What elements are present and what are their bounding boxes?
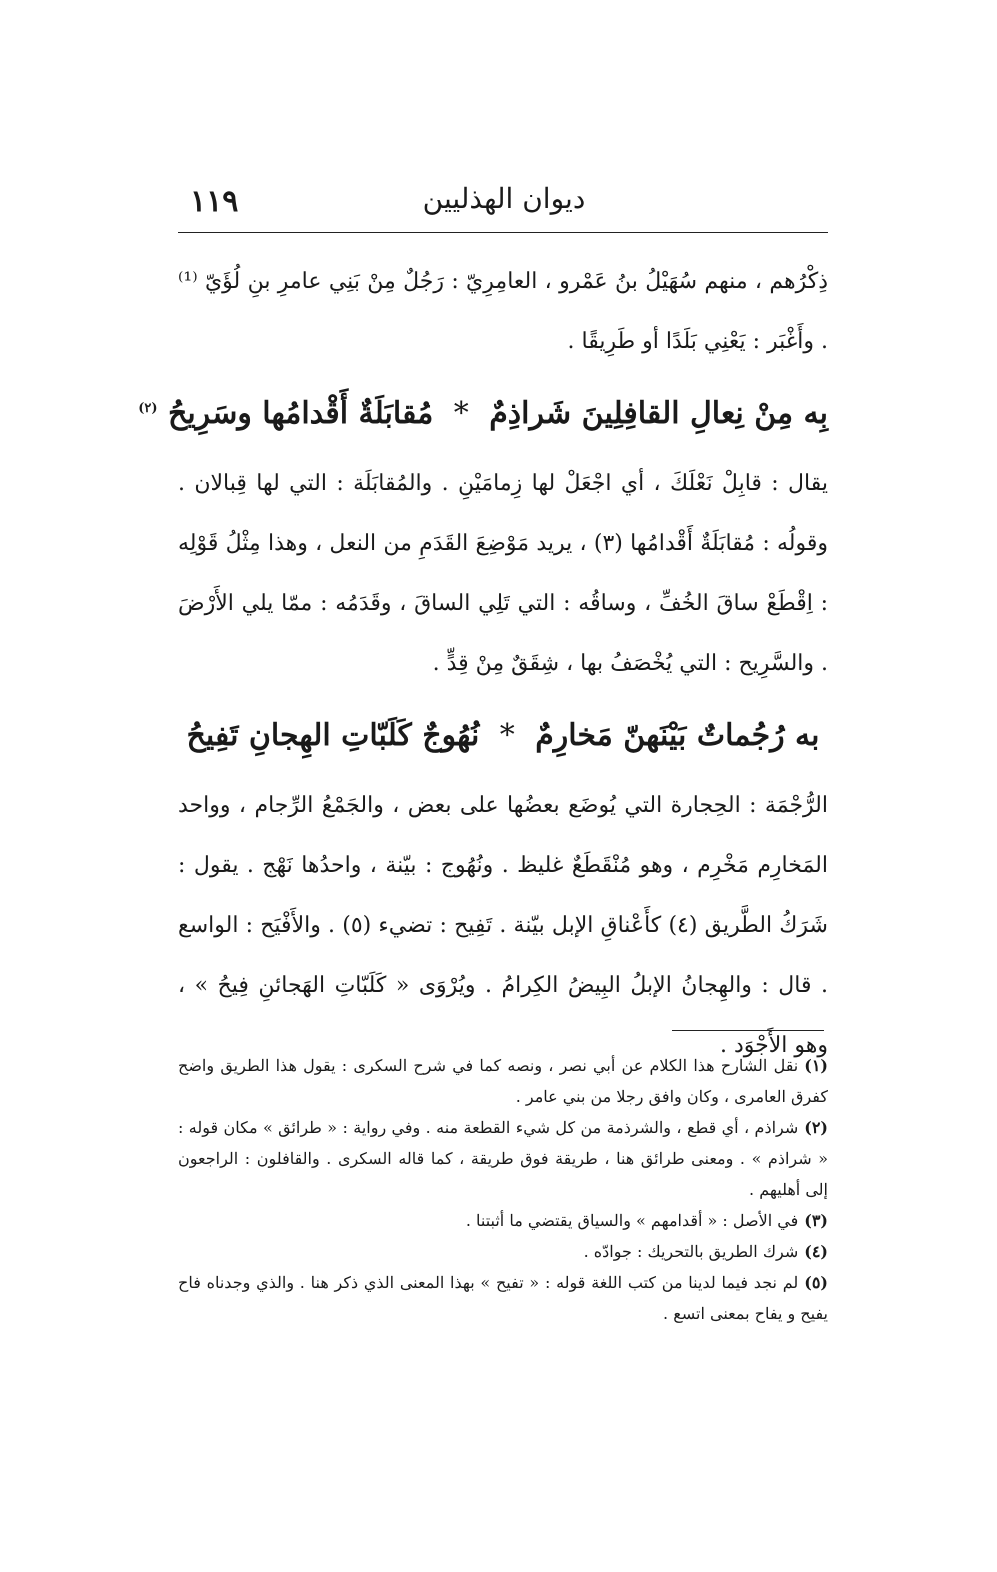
footnote-4-text: شرك الطريق بالتحريك : جوادّه .	[583, 1242, 799, 1261]
verse-2	[178, 700, 828, 772]
footnote-5-number: (٥)	[804, 1273, 828, 1292]
footnote-2	[178, 1112, 828, 1205]
running-header	[180, 180, 828, 230]
footnote-3-text: في الأصل : « أقدامهم » والسياق يقتضي ما أثبتنا .	[465, 1211, 799, 1230]
verse-2-hemistich-2: نُهُوجٌ كَلَبّاتِ الهِجانِ تَفِيحُ	[186, 718, 480, 753]
footnote-4-number: (٤)	[804, 1242, 828, 1261]
footnote-1-number: (١)	[804, 1056, 828, 1075]
footnote-2-text: شراذم ، أي قطع ، والشرذمة من كل شيء القطعة منه . وفي رواية : « طرائق » مكان قوله : « شراذم » . ومعنى طرائق هنا ، طريقة فوق طريقة ، كما قاله السكرى . والقافلون : الراجعون إلى أهليهم .	[178, 1118, 828, 1199]
verse-2-hemistich-1: به رُجُماتٌ بَيْنَهنّ مَخارِمٌ	[535, 718, 820, 753]
footnote-3-number: (٣)	[804, 1211, 828, 1230]
footnote-5	[178, 1267, 828, 1329]
commentary-paragraph-3: الرُّجْمَة : الحِجارة التي يُوضَع بعضُها على بعض ، والجَمْعُ الرِّجام ، وواحد المَخارِم مَخْرِم ، وهو مُنْقَطَعٌ غليظ . ونُهُوج : بيّنة ، واحدُها نَهْج . يقول : شَرَكُ الطَّريق (٤) كأَعْناقِ الإبل بيّنة . تَفِيح : تضيء (٥) . والأَفْيَح : الواسع . قال : والهِجانُ الإبلُ البِيضُ الكِرامُ . ويُرْوَى « كَلَبّاتِ الهَجائنِ فِيحُ » ، وهو الأَجْوَد .	[178, 793, 828, 1058]
footnote-4	[178, 1236, 828, 1267]
body-text	[138, 252, 828, 1076]
header-title: ديوان الهذليين	[422, 182, 586, 215]
verse-1	[138, 378, 828, 450]
footnote-1-text: نقل الشارح هذا الكلام عن أبي نصر ، ونصه كما في شرح السكرى : يقول هذا الطريق واضح كفرق العامرى ، وكان وافق رجلا من بني عامر .	[178, 1056, 828, 1106]
commentary-paragraph-2: يقال : قابِلْ نَعْلَكَ ، أي اجْعَلْ لها زِمامَيْنِ . والمُقابَلَة : التي لها قِبالان . وقولُه : مُقابَلَةٌ أَقْدامُها (٣) ، يريد مَوْضِعَ القَدَمِ من النعل ، وهذا مِثْلُ قَوْلِه : اِقْطَعْ ساقَ الخُفِّ ، وساقُه : التي تَلِي الساقَ ، وقَدَمُه : ممّا يلي الأَرْضَ . والسَّرِيح : التي يُخْصَفُ بها ، شِقَقٌ مِنْ قِدٍّ .	[178, 471, 828, 676]
verse-1-note-ref: (٢)	[138, 401, 158, 416]
page-number: ١١٩	[190, 184, 239, 219]
commentary-paragraph-1: ذِكْرُهم ، منهم سُهَيْلُ بنُ عَمْرو ، العامِرِيّ : رَجُلٌ مِنْ بَنِي عامرِ بنِ لُؤَيّ ⁽¹⁾ . وأَغْبَر : يَعْنِي بَلَدًا أو طَرِيقًا .	[178, 269, 828, 354]
verse-1-hemistich-1: بِه مِنْ نِعالِ القافِلِينَ شَراذِمٌ	[489, 396, 828, 431]
verse-separator-2: *	[499, 718, 515, 753]
footnote-3	[178, 1205, 828, 1236]
footnote-rule	[672, 1030, 824, 1031]
verse-1-hemistich-2: مُقابَلَةٌ أَقْدامُها وسَرِيحُ	[167, 396, 434, 431]
footnote-5-text: لم نجد فيما لدينا من كتب اللغة قوله : « تفيح » بهذا المعنى الذي ذكر هنا . والذي وجدناه فاح يفيح و يفاح بمعنى اتسع .	[178, 1273, 828, 1323]
footnote-2-number: (٢)	[804, 1118, 828, 1137]
footnote-1	[178, 1050, 828, 1112]
footnotes	[178, 1050, 828, 1329]
verse-separator-1: *	[453, 396, 469, 431]
header-rule	[178, 232, 828, 233]
